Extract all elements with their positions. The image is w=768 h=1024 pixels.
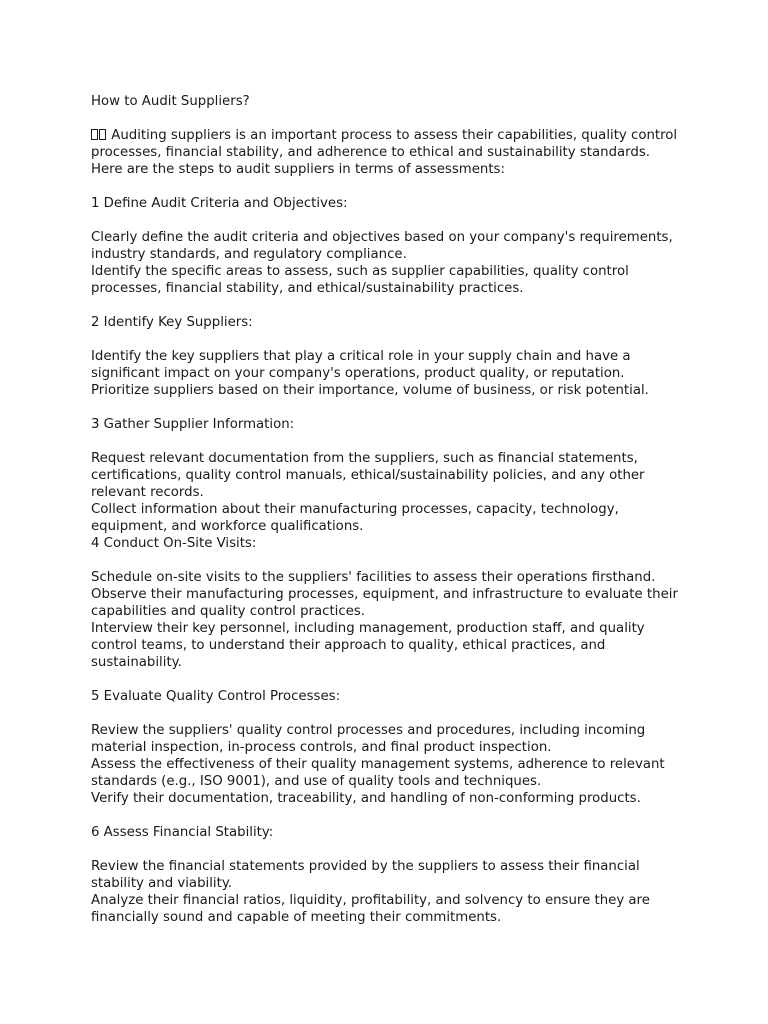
spacer <box>91 178 691 195</box>
section-line: significant impact on your company's operations, product quality, or reputation. <box>91 366 625 381</box>
section-line: Schedule on-site visits to the suppliers' facilities to assess their operations firsthand. <box>91 570 656 585</box>
section-line: Identify the key suppliers that play a critical role in your supply chain and have a <box>91 349 631 364</box>
section-heading: 2 Identify Key Suppliers: <box>91 315 253 330</box>
section-line: Request relevant documentation from the suppliers, such as financial statements, <box>91 451 638 466</box>
spacer <box>91 807 691 824</box>
missing-glyph-icon <box>99 129 106 140</box>
section-line: Identify the specific areas to assess, such as supplier capabilities, quality control <box>91 264 629 279</box>
intro-line: Here are the steps to audit suppliers in terms of assessments: <box>91 162 505 177</box>
section-line: Prioritize suppliers based on their importance, volume of business, or risk potential. <box>91 383 649 398</box>
section-line: Analyze their financial ratios, liquidity, profitability, and solvency to ensure they are <box>91 893 650 908</box>
section-line: Review the financial statements provided by the suppliers to assess their financial <box>91 859 640 874</box>
section-line: standards (e.g., ISO 9001), and use of quality tools and techniques. <box>91 774 542 789</box>
section-line: Clearly define the audit criteria and objectives based on your company's requirements, <box>91 230 673 245</box>
section-line: certifications, quality control manuals, ethical/sustainability policies, and any other <box>91 468 645 483</box>
section-line: Verify their documentation, traceability, and handling of non-conforming products. <box>91 791 641 806</box>
section-line: material inspection, in-process controls, and final product inspection. <box>91 740 552 755</box>
section-line: financially sound and capable of meeting their commitments. <box>91 910 502 925</box>
section-line: control teams, to understand their approach to quality, ethical practices, and <box>91 638 606 653</box>
section-heading: 3 Gather Supplier Information: <box>91 417 295 432</box>
spacer <box>91 212 691 229</box>
section-line: Collect information about their manufacturing processes, capacity, technology, <box>91 502 619 517</box>
section-line: Review the suppliers' quality control processes and procedures, including incoming <box>91 723 646 738</box>
section-line: Observe their manufacturing processes, equipment, and infrastructure to evaluate their <box>91 587 678 602</box>
spacer <box>91 331 691 348</box>
document-body <box>91 93 691 926</box>
intro-line <box>91 127 691 144</box>
section-line: capabilities and quality control practices. <box>91 604 366 619</box>
section-heading: 1 Define Audit Criteria and Objectives: <box>91 196 348 211</box>
intro-text: Auditing suppliers is an important process to assess their capabilities, quality control <box>111 128 678 143</box>
spacer <box>91 110 691 127</box>
section-heading: 5 Evaluate Quality Control Processes: <box>91 689 341 704</box>
section-heading: 6 Assess Financial Stability: <box>91 825 274 840</box>
section-line: equipment, and workforce qualifications. <box>91 519 364 534</box>
spacer <box>91 841 691 858</box>
spacer <box>91 399 691 416</box>
spacer <box>91 705 691 722</box>
section-line: industry standards, and regulatory compliance. <box>91 247 407 262</box>
section-line: Assess the effectiveness of their quality management systems, adherence to relevant <box>91 757 665 772</box>
section-line: stability and viability. <box>91 876 233 891</box>
spacer <box>91 433 691 450</box>
spacer <box>91 297 691 314</box>
section-line: processes, financial stability, and ethical/sustainability practices. <box>91 281 524 296</box>
section-heading: 4 Conduct On-Site Visits: <box>91 536 257 551</box>
missing-glyph-icon <box>91 129 98 140</box>
spacer <box>91 671 691 688</box>
section-line: sustainability. <box>91 655 182 670</box>
document-title: How to Audit Suppliers? <box>91 94 250 109</box>
section-line: relevant records. <box>91 485 204 500</box>
spacer <box>91 552 691 569</box>
section-line: Interview their key personnel, including management, production staff, and quality <box>91 621 645 636</box>
intro-line: processes, financial stability, and adherence to ethical and sustainability standards. <box>91 145 650 160</box>
